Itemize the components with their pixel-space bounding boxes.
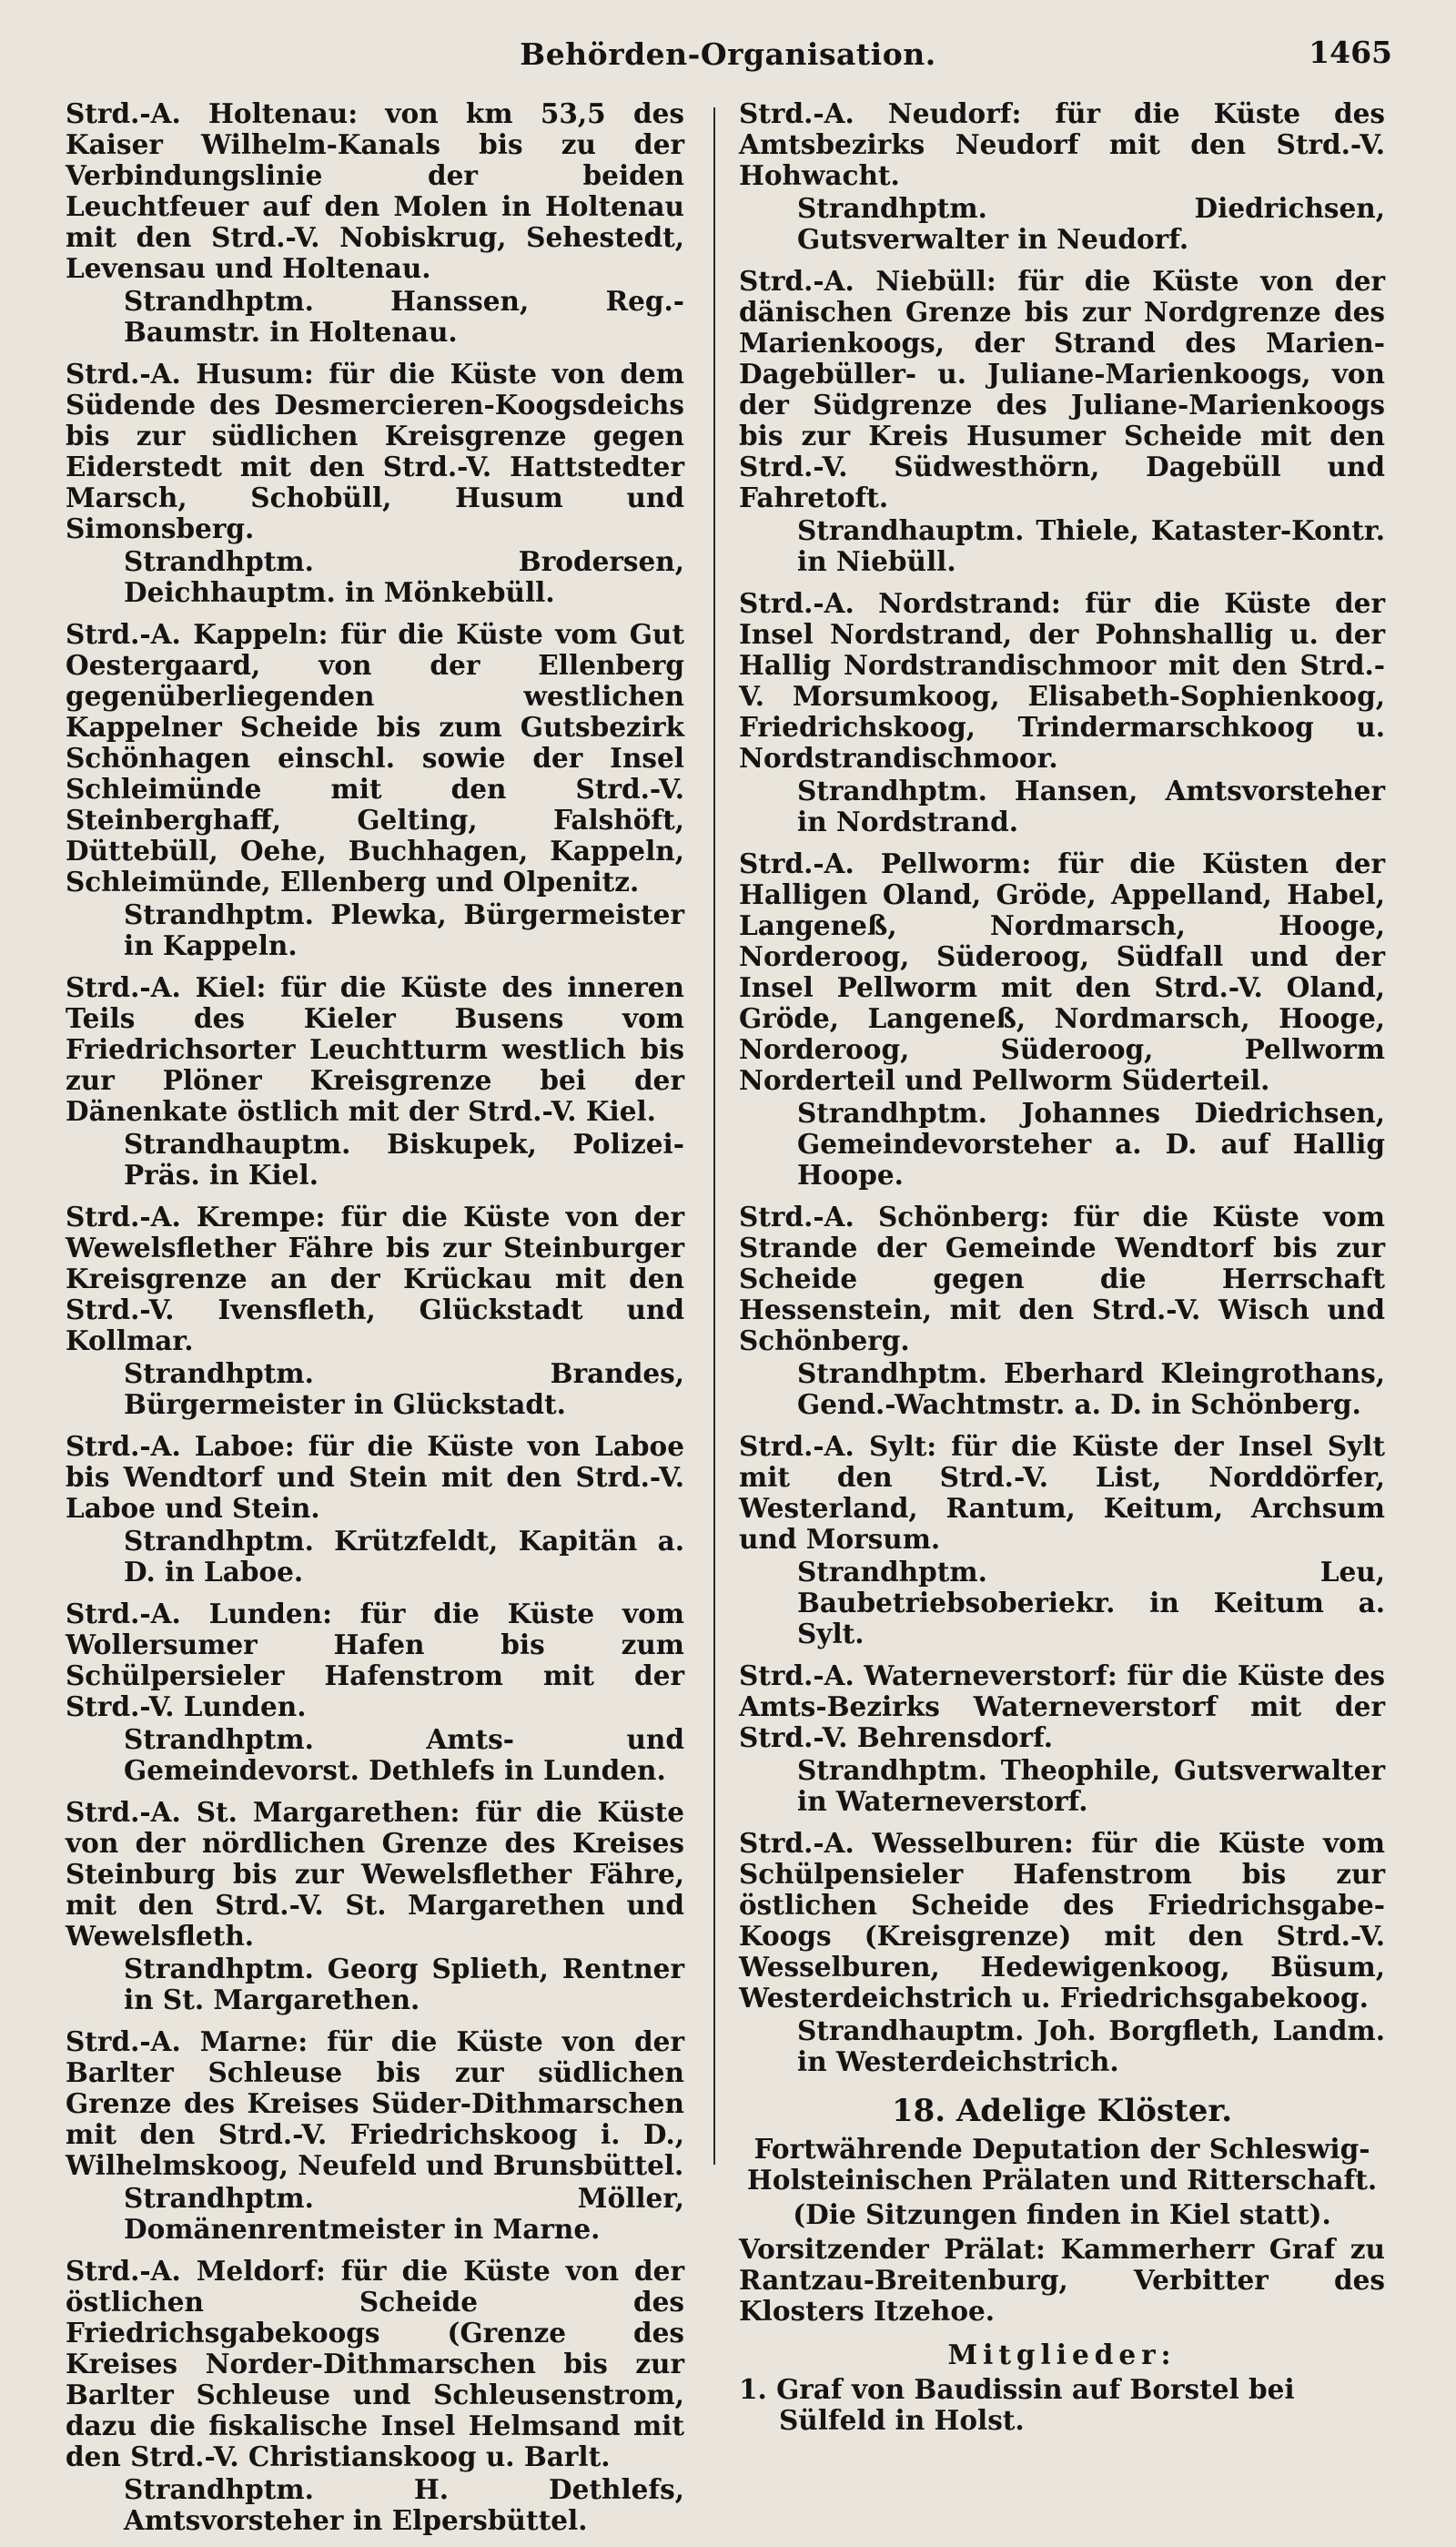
entry-official: Strandhptm. Plewka, Bürgermeister in Kappeln. <box>124 898 684 961</box>
entry-text: Strd.-A. Neudorf: für die Küste des Amtsbezirks Neudorf mit den Strd.-V. Hohwacht. <box>739 97 1385 191</box>
section-note: (Die Sitzungen finden in Kiel statt). <box>793 2198 1331 2230</box>
entry-text: Strd.-A. Niebüll: für die Küste von der dänischen Grenze bis zur Nordgrenze des Marienkoogs, der Strand des Marien-Dagebüller- u. Juliane-Marienkoogs, von der Südgrenze des Juliane-Marienkoogs bis zur Kreis Husumer Scheide mit den Strd.-V. Südwesthörn, Dagebüll und Fahretoft. <box>739 265 1385 513</box>
entry-text: Strd.-A. Pellworm: für die Küsten der Halligen Oland, Gröde, Appelland, Habel, Langeneß, Nordmarsch, Hooge, Norderoog, Süderoog, Südfall und der Insel Pellworm mit den Strd.-V. Oland, Gröde, Langeneß, Nordmarsch, Hooge, Norderoog, Süderoog, Pellworm Norderteil und Pellworm Süderteil. <box>739 847 1385 1096</box>
member-item: 1. Graf von Baudissin auf Borstel bei Sülfeld in Holst. <box>739 2373 1295 2436</box>
entry-sylt <box>739 1431 1385 1649</box>
entry-text: Strd.-A. Waterneverstorf: für die Küste des Amts-Bezirks Waterneverstorf mit der Strd.-V. Behrensdorf. <box>739 1659 1385 1753</box>
entry-text: Strd.-A. Schönberg: für die Küste vom Strande der Gemeinde Wendtorf bis zur Scheide gegen die Herrschaft Hessenstein, mit den Strd.-V. Wisch und Schönberg. <box>739 1201 1385 1356</box>
entry-official: Strandhptm. Hanssen, Reg.-Baumstr. in Holtenau. <box>124 285 684 348</box>
entry-official: Strandhptm. Möller, Domänenrentmeister in Marne. <box>124 2182 684 2245</box>
entry-text: Strd.-A. Lunden: für die Küste vom Wollersumer Hafen bis zum Schülpersieler Hafenstrom mit der Strd.-V. Lunden. <box>66 1598 684 1722</box>
page-title: Behörden-Organisation. <box>520 36 936 72</box>
entry-husum <box>66 359 684 608</box>
entry-text: Strd.-A. Kappeln: für die Küste vom Gut Oestergaard, von der Ellenberg gegenüberliegenden westlichen Kappelner Scheide bis zum Gutsbezirk Schönhagen einschl. sowie der Insel Schleimünde mit den Strd.-V. Steinberghaff, Gelting, Falshöft, Düttebüll, Oehe, Buchhagen, Kappeln, Schleimünde, Ellenberg und Olpenitz. <box>66 618 684 898</box>
entry-text: Strd.-A. Marne: für die Küste von der Barlter Schleuse bis zur südlichen Grenze des Kreises Süder-Dithmarschen mit den Strd.-V. Friedrichskoog i. D., Wilhelmskoog, Neufeld und Brunsbüttel. <box>66 2025 684 2181</box>
members-heading: Mitglieder: <box>947 2339 1177 2370</box>
entry-krempe <box>66 1202 684 1420</box>
entry-official: Strandhauptm. Joh. Borgfleth, Landm. in Westerdeichstrich. <box>797 2014 1385 2077</box>
entry-text: Strd.-A. Kiel: für die Küste des inneren Teils des Kieler Busens vom Friedrichsorter Leuchtturm westlich bis zur Plöner Kreisgrenze bei der Dänenkate östlich mit der Strd.-V. Kiel. <box>66 971 684 1127</box>
entry-official: Strandhauptm. Thiele, Kataster-Kontr. in Niebüll. <box>797 514 1385 577</box>
entry-text: Strd.-A. Husum: für die Küste von dem Südende des Desmercieren-Koogsdeichs bis zur südlichen Kreisgrenze gegen Eiderstedt mit den Strd.-V. Hattstedter Marsch, Schobüll, Husum und Simonsberg. <box>66 358 684 544</box>
entry-text: Strd.-A. Meldorf: für die Küste von der östlichen Scheide des Friedrichsgabekoogs (Grenze des Kreises Norder-Dithmarschen bis zur Barlter Schleuse und Schleusenstrom, dazu die fiskalische Insel Helmsand mit den Strd.-V. Christianskoog u. Barlt. <box>66 2255 684 2472</box>
entry-text: Strd.-A. St. Margarethen: für die Küste von der nördlichen Grenze des Kreises Steinburg bis zur Wewelsflether Fähre, mit den Strd.-V. St. Margarethen und Wewelsfleth. <box>66 1796 684 1952</box>
section-chair: Vorsitzender Prälat: Kammerherr Graf zu Rantzau-Breitenburg, Verbitter des Klosters Itzehoe. <box>739 2233 1385 2327</box>
entry-kiel <box>66 972 684 1191</box>
column-divider <box>713 107 715 2165</box>
entry-text: Strd.-A. Holtenau: von km 53,5 des Kaiser Wilhelm-Kanals bis zu der Verbindungslinie der beiden Leuchtfeuer auf den Molen in Holtenau mit den Strd.-V. Nobiskrug, Sehestedt, Levensau und Holtenau. <box>66 97 684 284</box>
entry-official: Strandhptm. Brodersen, Deichhauptm. in Mönkebüll. <box>124 545 684 608</box>
entry-official: Strandhptm. H. Dethlefs, Amtsvorsteher in Elpersbüttel. <box>124 2473 684 2536</box>
section-heading: 18. Adelige Klöster. <box>891 2093 1233 2129</box>
entry-nordstrand <box>739 588 1385 837</box>
entry-pellworm <box>739 848 1385 1191</box>
entry-niebuell <box>739 266 1385 577</box>
entry-waterneverstorf <box>739 1660 1385 1817</box>
entry-text: Strd.-A. Laboe: für die Küste von Laboe bis Wendtorf und Stein mit den Strd.-V. Laboe und Stein. <box>66 1430 684 1524</box>
entry-text: Strd.-A. Krempe: für die Küste von der Wewelsflether Fähre bis zur Steinburger Kreisgrenze an der Krückau mit den Strd.-V. Ivensfleth, Glückstadt und Kollmar. <box>66 1201 684 1356</box>
entry-official: Strandhptm. Johannes Diedrichsen, Gemeindevorsteher a. D. auf Hallig Hoope. <box>797 1097 1385 1191</box>
entry-st-margarethen <box>66 1797 684 2015</box>
left-column <box>66 98 684 2547</box>
entry-kappeln <box>66 619 684 961</box>
entry-text: Strd.-A. Sylt: für die Küste der Insel Sylt mit den Strd.-V. List, Norddörfer, Westerland, Rantum, Keitum, Archsum und Morsum. <box>739 1430 1385 1555</box>
entry-schoenberg <box>739 1202 1385 1420</box>
entry-marne <box>66 2026 684 2245</box>
entry-official: Strandhptm. Amts- und Gemeindevorst. Dethlefs in Lunden. <box>124 1723 684 1786</box>
entry-official: Strandhptm. Hansen, Amtsvorsteher in Nordstrand. <box>797 775 1385 837</box>
entry-lunden <box>66 1598 684 1786</box>
entry-text: Strd.-A. Nordstrand: für die Küste der Insel Nordstrand, der Pohnshallig u. der Hallig Nordstrandischmoor mit den Strd.-V. Morsumkoog, Elisabeth-Sophienkoog, Friedrichskoog, Trindermarschkoog u. Nordstrandischmoor. <box>739 587 1385 774</box>
entry-official: Strandhptm. Diedrichsen, Gutsverwalter in Neudorf. <box>797 192 1385 255</box>
section-description: Fortwährende Deputation der Schleswig-Holsteinischen Prälaten und Ritterschaft. <box>746 2133 1378 2196</box>
entry-holtenau <box>66 98 684 348</box>
entry-wesselburen <box>739 1828 1385 2077</box>
entry-official: Strandhptm. Leu, Baubetriebsoberiekr. in Keitum a. Sylt. <box>797 1556 1385 1649</box>
page-number: 1465 <box>1309 35 1392 70</box>
entry-official: Strandhptm. Theophile, Gutsverwalter in Waterneverstorf. <box>797 1754 1385 1817</box>
entry-meldorf <box>66 2256 684 2536</box>
entry-official: Strandhauptm. Biskupek, Polizei-Präs. in Kiel. <box>124 1128 684 1191</box>
entry-official: Strandhptm. Georg Splieth, Rentner in St. Margarethen. <box>124 1953 684 2015</box>
entry-laboe <box>66 1431 684 1588</box>
entry-text: Strd.-A. Wesselburen: für die Küste vom Schülpensieler Hafenstrom bis zur östlichen Scheide des Friedrichsgabe-Koogs (Kreisgrenze) mit den Strd.-V. Wesselburen, Hedewigenkoog, Büsum, Westerdeichstrich u. Friedrichsgabekoog. <box>739 1827 1385 2014</box>
entry-neudorf <box>739 98 1385 255</box>
entry-official: Strandhptm. Eberhard Kleingrothans, Gend.-Wachtmstr. a. D. in Schönberg. <box>797 1357 1385 1420</box>
right-column <box>739 98 1385 2436</box>
entry-official: Strandhptm. Krützfeldt, Kapitän a. D. in Laboe. <box>124 1525 684 1588</box>
page-header <box>0 29 1456 84</box>
entry-official: Strandhptm. Brandes, Bürgermeister in Glückstadt. <box>124 1357 684 1420</box>
